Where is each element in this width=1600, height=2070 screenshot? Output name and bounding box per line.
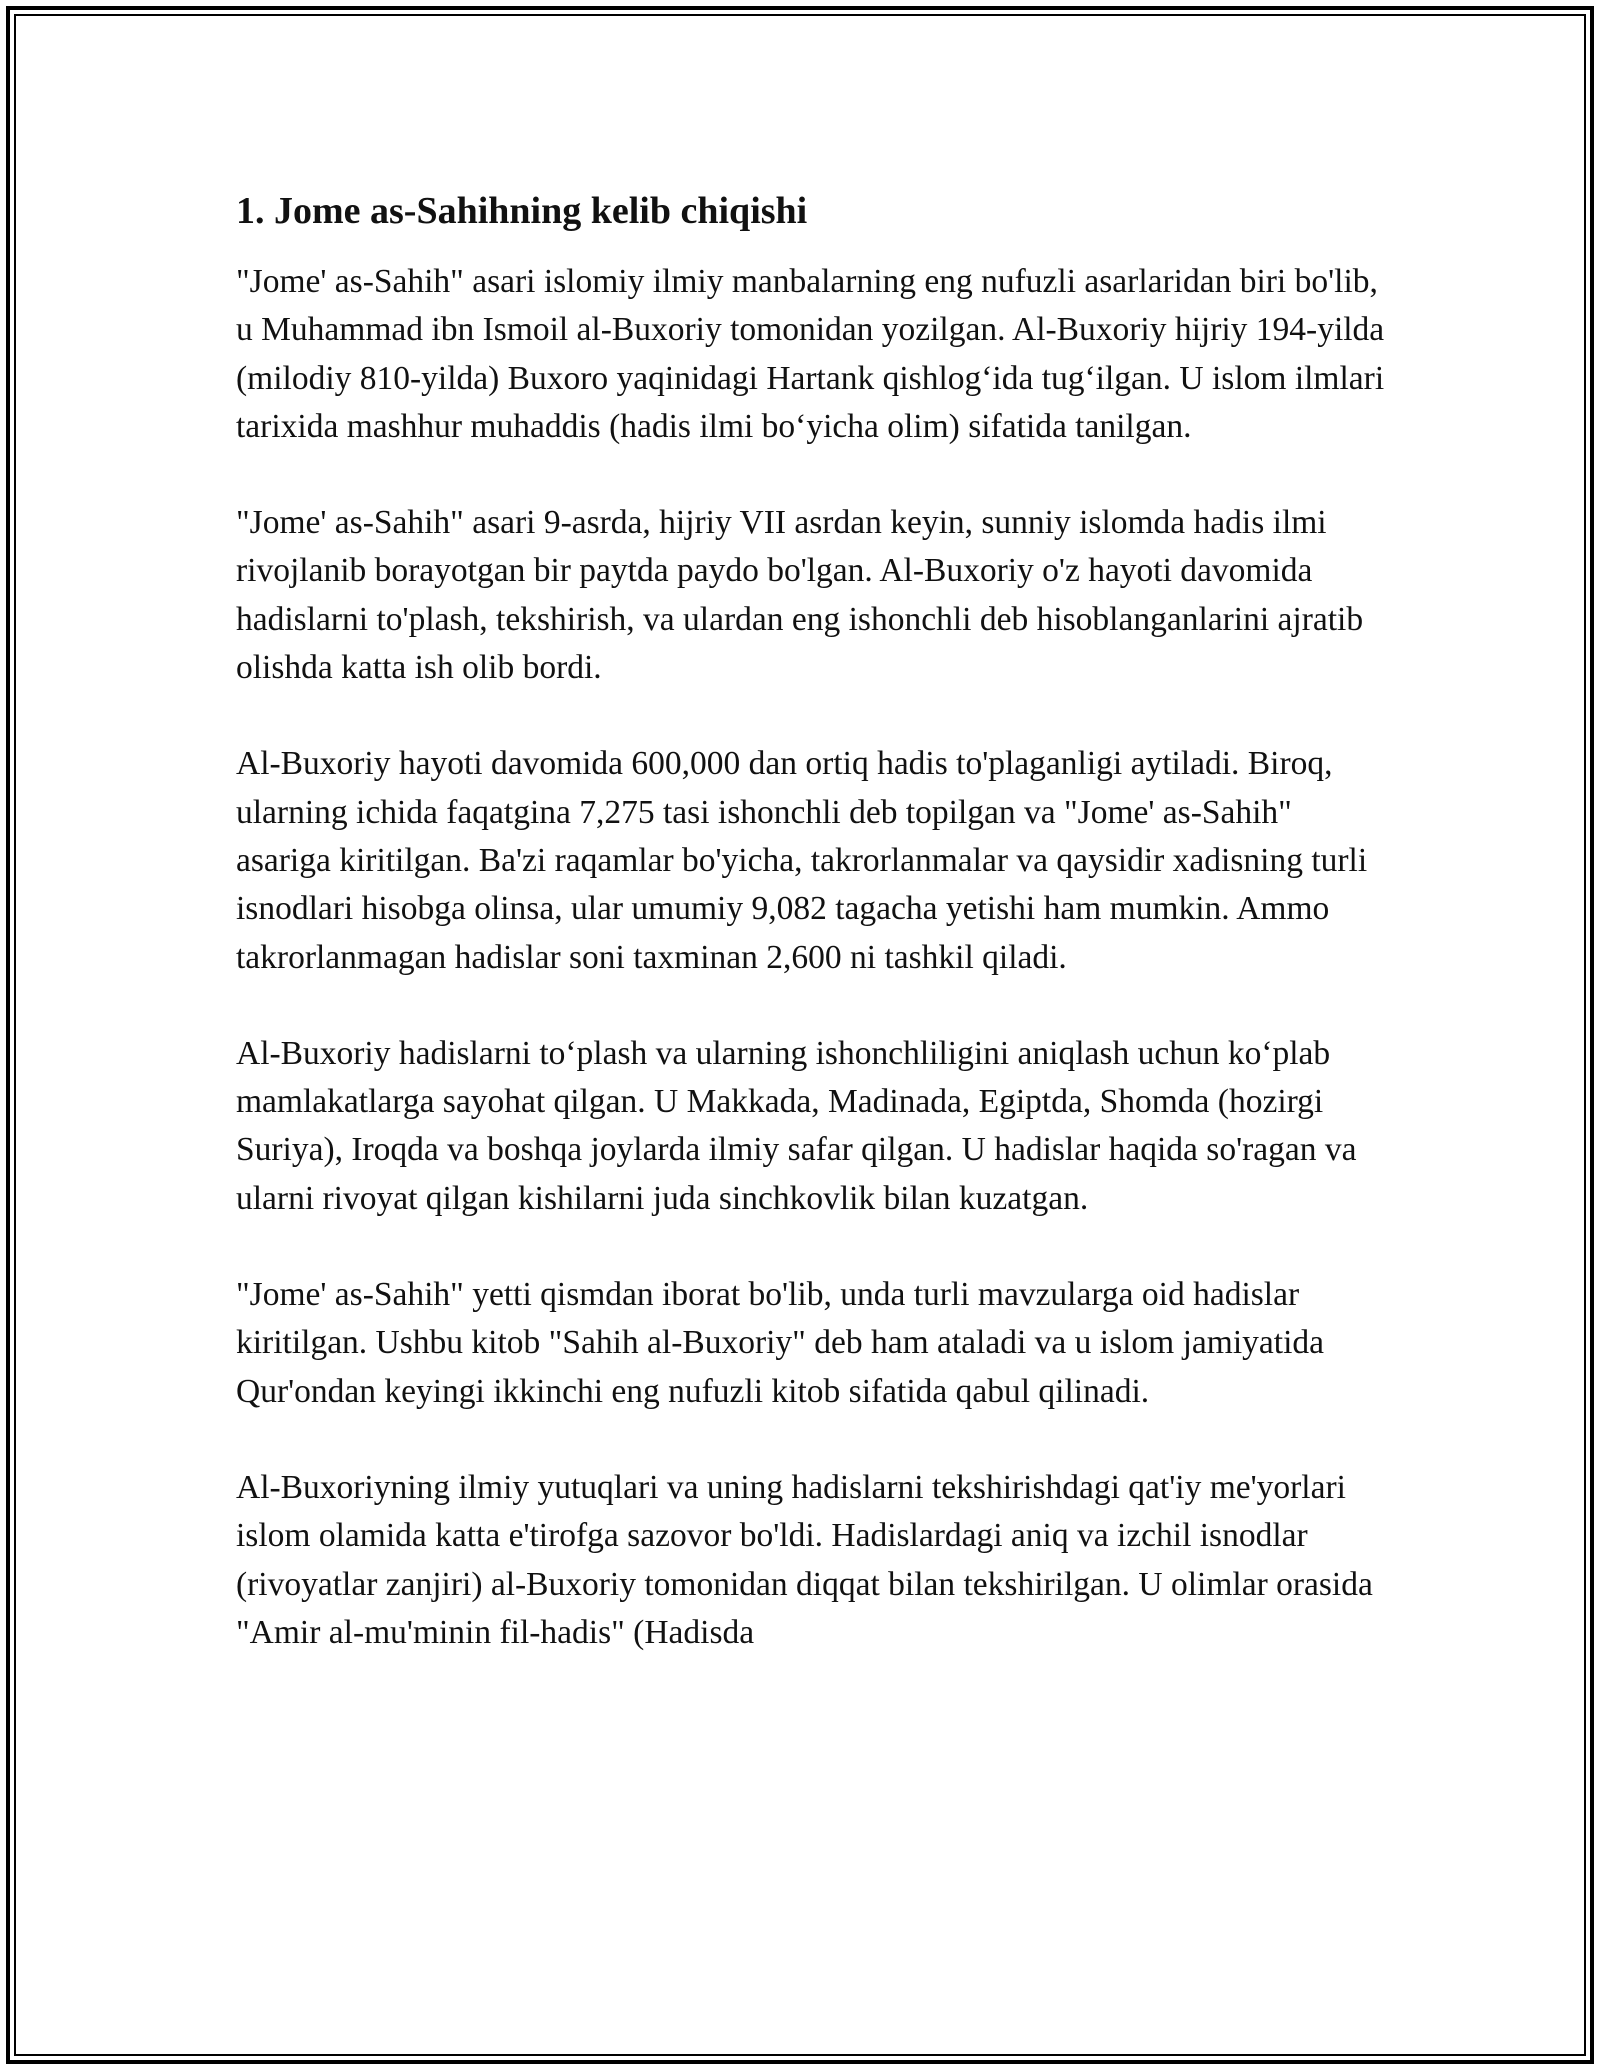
section-heading: 1. Jome as-Sahihning kelib chiqishi [236, 190, 808, 232]
paragraph-4: Al-Buxoriy hadislarni to‘plash va ularning ishonchliligini aniqlash uchun ko‘plab mamlakatlarga sayohat qilgan. U Makkada, Madinada, Egiptda, Shomda (hozirgi Suriya), Iroqda va boshqa joylarda ilmiy safar qilgan. U hadislar haqida so'ragan va ularni rivoyat qilgan kishilarni juda sinchkovlik bilan kuzatgan. [236, 1034, 1357, 1217]
document-body [236, 184, 1386, 1705]
paragraph-5: "Jome' as-Sahih" yetti qismdan iborat bo'lib, unda turli mavzularga oid hadislar kiritilgan. Ushbu kitob "Sahih al-Buxoriy" deb ham ataladi va u islom jamiyatida Qur'ondan keyingi ikkinchi eng nufuzli kitob sifatida qabul qilinadi. [236, 1276, 1324, 1410]
paragraph-2: "Jome' as-Sahih" asari 9-asrda, hijriy VII asrdan keyin, sunniy islomda hadis ilmi rivojlanib borayotgan bir paytda paydo bo'lgan. Al-Buxoriy o'z hayoti davomida hadislarni to'plash, tekshirish, va ulardan eng ishonchli deb hisoblanganlarini ajratib olishda katta ish olib bordi. [236, 504, 1364, 687]
paragraph-3: Al-Buxoriy hayoti davomida 600,000 dan ortiq hadis to'plaganligi aytiladi. Biroq, ularning ichida faqatgina 7,275 tasi ishonchli deb topilgan va "Jome' as-Sahih" asariga kiritilgan. Ba'zi raqamlar bo'yicha, takrorlanmalar va qaysidir xadisning turli isnodlari hisobga olinsa, ular umumiy 9,082 tagacha yetishi ham mumkin. Ammo takrorlanmagan hadislar soni taxminan 2,600 ni tashkil qiladi. [236, 745, 1368, 976]
paragraph-6: Al-Buxoriyning ilmiy yutuqlari va uning hadislarni tekshirishdagi qat'iy me'yorlari islom olamida katta e'tirofga sazovor bo'ldi. Hadislardagi aniq va izchil isnodlar (rivoyatlar zanjiri) al-Buxoriy tomonidan diqqat bilan tekshirilgan. U olimlar orasida "Amir al-mu'minin fil-hadis" (Hadisda [236, 1468, 1373, 1651]
paragraph-1: "Jome' as-Sahih" asari islomiy ilmiy manbalarning eng nufuzli asarlaridan biri bo'lib, u Muhammad ibn Ismoil al-Buxoriy tomonidan yozilgan. Al-Buxoriy hijriy 194-yilda (milodiy 810-yilda) Buxoro yaqinidagi Hartank qishlog‘ida tug‘ilgan. U islom ilmlari tarixida mashhur muhaddis (hadis ilmi bo‘yicha olim) sifatida tanilgan. [236, 263, 1385, 445]
